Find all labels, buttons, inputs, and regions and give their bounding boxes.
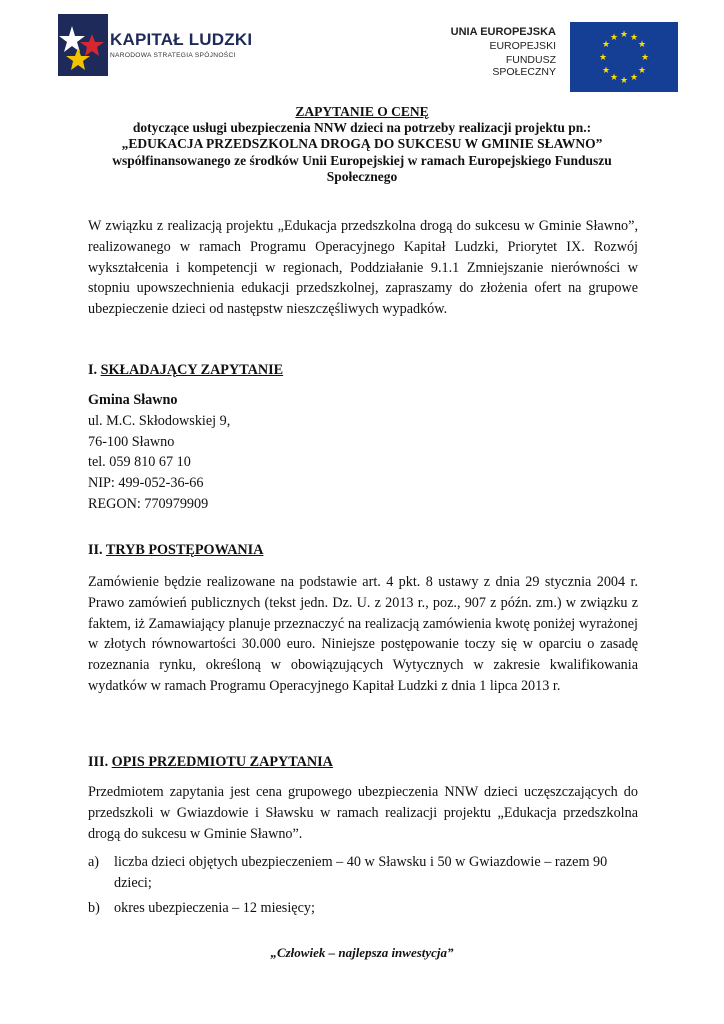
document-title: ZAPYTANIE O CENĘ — [295, 104, 429, 119]
section-1-title: SKŁADAJĄCY ZAPYTANIE — [100, 362, 284, 378]
list-item-text: okres ubezpieczenia – 12 miesięcy; — [114, 899, 315, 916]
section-3-title: OPIS PRZEDMIOTU ZAPYTANIA — [111, 754, 333, 770]
svg-text:★: ★ — [601, 66, 611, 76]
svg-text:★: ★ — [640, 53, 650, 63]
section-3-number: III. — [88, 754, 109, 770]
kapital-ludzki-emblem-icon — [58, 14, 108, 76]
section-3-list — [88, 852, 638, 922]
requester-name: Gmina Sławno — [88, 392, 178, 408]
svg-text:★: ★ — [619, 76, 629, 86]
requester-street: ul. M.C. Skłodowskiej 9, — [88, 412, 231, 429]
eu-flag-icon — [570, 22, 678, 92]
list-item-marker: b) — [88, 899, 100, 916]
document-title-block — [80, 104, 644, 185]
svg-text:★: ★ — [598, 53, 608, 63]
intro-paragraph: W związku z realizacją projektu „Edukacja przedszkolna drogą do sukcesu w Gminie Sławno”, realizowanego w ramach Programu Operacyjnego Kapitał Ludzki, Priorytet IX. Rozwój wykształcenia i kompetencji w regionach, Poddziałanie 9.1.1 Zmniejszanie nierówności w stopniu upowszechnienia edukacji przedszkolnej, zapraszamy do złożenia ofert na grupowe ubezpieczenie dzieci od następstw nieszczęśliwych wypadków. — [88, 218, 638, 318]
section-2-heading — [88, 540, 638, 561]
svg-text:★: ★ — [629, 73, 639, 83]
requester-nip: NIP: 499-052-36-66 — [88, 475, 204, 492]
svg-text:★: ★ — [609, 73, 619, 83]
title-line-4: współfinansowanego ze środków Unii Europejskiej w ramach Europejskiego Funduszu Społecznego — [112, 152, 612, 184]
kapital-ludzki-title: KAPITAŁ LUDZKI — [110, 30, 253, 49]
requester-regon: REGON: 770979909 — [88, 495, 209, 512]
svg-text:★: ★ — [637, 40, 647, 50]
ue-logo-line1: UNIA EUROPEJSKA — [450, 26, 556, 38]
svg-text:★: ★ — [601, 40, 611, 50]
svg-text:★: ★ — [619, 30, 629, 40]
kapital-ludzki-logo — [58, 14, 258, 76]
requester-address — [88, 390, 638, 515]
kapital-ludzki-subtitle: NARODOWA STRATEGIA SPÓJNOŚCI — [110, 52, 236, 59]
section-3-heading — [88, 752, 638, 773]
svg-text:★: ★ — [629, 33, 639, 43]
section-1-heading — [88, 360, 638, 381]
ue-logo-line3: FUNDUSZ SPOŁECZNY — [492, 54, 556, 78]
list-item — [88, 898, 638, 919]
unia-europejska-logo — [446, 22, 678, 84]
list-item-text: liczba dzieci objętych ubezpieczeniem – 40 w Sławsku i 50 w Gwiazdowie – razem 90 dzieci; — [114, 854, 608, 891]
requester-city: 76-100 Sławno — [88, 433, 175, 450]
title-line-2: dotyczące usługi ubezpieczenia NNW dzieci na potrzeby realizacji projektu pn.: — [132, 120, 592, 136]
list-item — [88, 852, 638, 894]
title-project-name: „EDUKACJA PRZEDSZKOLNA DROGĄ DO SUKCESU W GMINIE SŁAWNO” — [121, 136, 603, 152]
ue-logo-line2: EUROPEJSKI — [489, 40, 556, 52]
section-2-paragraph: Zamówienie będzie realizowane na podstawie art. 4 pkt. 8 ustawy z dnia 29 stycznia 2004 r. Prawo zamówień publicznych (tekst jedn. Dz. U. z 2013 r., poz., 907 z późn. zm.) w związku z faktem, iż Zamawiający planuje przeznaczyć na realizacją zamówienia kwotę poniżej wyrażonej w złotych równowartości 30.000 euro. Niniejsze postępowanie toczy się w oparciu o zasadę rozeznania rynku, określoną w obowiązujących Wytycznych w zakresie kwalifikowania wydatków w ramach Programu Operacyjnego Kapitał Ludzki z dnia 1 lipca 2013 r. — [88, 574, 638, 694]
svg-text:★: ★ — [637, 66, 647, 76]
page-footer-slogan: „Człowiek – najlepsza inwestycja” — [270, 945, 454, 960]
requester-phone: tel. 059 810 67 10 — [88, 454, 191, 471]
section-1-number: I. — [88, 362, 98, 378]
svg-text:★: ★ — [609, 33, 619, 43]
list-item-marker: a) — [88, 854, 100, 870]
section-3-paragraph: Przedmiotem zapytania jest cena grupowego ubezpieczenia NNW dzieci uczęszczających do przedszkoli w Gwiazdowie i Sławsku w ramach realizacji projektu „Edukacja przedszkolna drogą do sukcesu w Gminie Sławno”. — [88, 784, 638, 842]
section-2-title: TRYB POSTĘPOWANIA — [105, 542, 264, 558]
section-2-number: II. — [88, 542, 103, 558]
